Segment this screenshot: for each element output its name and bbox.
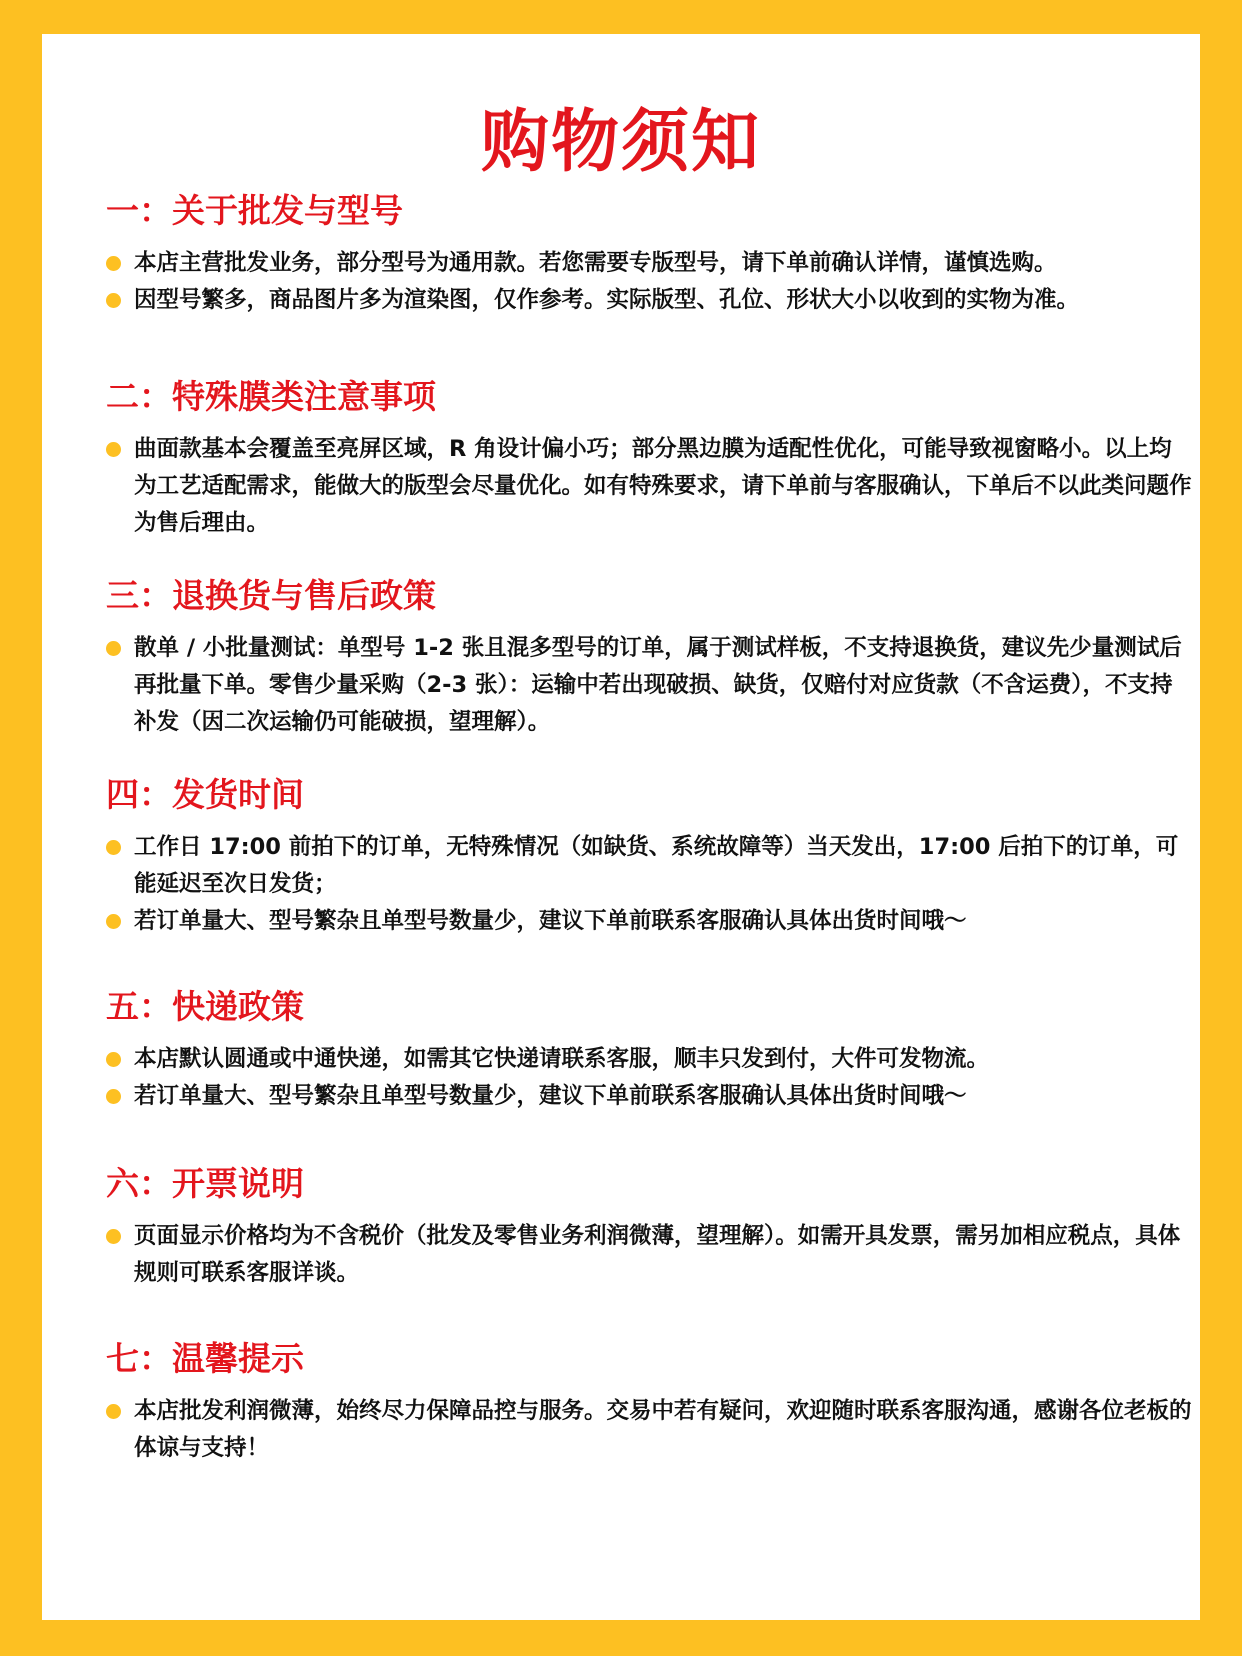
bullet-dot-icon [106,1052,121,1067]
list-item-text: 本店主营批发业务，部分型号为通用款。若您需要专版型号，请下单前确认详情，谨慎选购。 [134,250,1057,276]
bullet-list [106,431,1226,542]
bullet-dot-icon [106,256,121,271]
list-item-text: 散单 / 小批量测试：单型号 1-2 张且混多型号的订单，属于测试样板，不支持退换货，建议先少量测试后再批量下单。零售少量采购（2-3 张）：运输中若出现破损、缺货，仅赔付对应货款（不含运费），不支持补发（因二次运输仍可能破损，望理解）。 [134,635,1182,735]
section-special-film [106,375,1226,542]
list-item [106,1078,1194,1115]
list-item [106,1041,1194,1078]
list-item-text: 因型号繁多，商品图片多为渲染图，仅作参考。实际版型、孔位、形状大小以收到的实物为准。 [134,287,1080,313]
bullet-list [106,1393,1226,1467]
page-title: 购物须知 [480,103,761,182]
bullet-dot-icon [106,641,121,656]
bullet-dot-icon [106,840,121,855]
section-heading: 七：温馨提示 [106,1339,304,1378]
list-item-text: 本店默认圆通或中通快递，如需其它快递请联系客服，顺丰只发到付，大件可发物流。 [134,1046,990,1072]
list-item [106,282,1194,319]
bullet-list [106,829,1226,940]
section-heading: 六：开票说明 [106,1164,304,1203]
bullet-list [106,1218,1226,1292]
bullet-dot-icon [106,1089,121,1104]
list-item-text: 页面显示价格均为不含税价（批发及零售业务利润微薄，望理解）。如需开具发票，需另加相应税点，具体规则可联系客服详谈。 [134,1223,1181,1286]
list-item-text: 若订单量大、型号繁杂且单型号数量少，建议下单前联系客服确认具体出货时间哦～ [134,908,967,934]
list-item [106,1393,1194,1467]
list-item-text: 曲面款基本会覆盖至亮屏区域，R 角设计偏小巧；部分黑边膜为适配性优化，可能导致视窗略小。以上均为工艺适配需求，能做大的版型会尽量优化。如有特殊要求，请下单前与客服确认，下单后不以此类问题作为售后理由。 [134,436,1192,536]
list-item-text: 工作日 17:00 前拍下的订单，无特殊情况（如缺货、系统故障等）当天发出，17:00 后拍下的订单，可能延迟至次日发货； [134,834,1179,897]
bullet-dot-icon [106,1404,121,1419]
bullet-list [106,1041,1226,1115]
section-heading: 一：关于批发与型号 [106,191,403,230]
section-invoice [106,1162,1226,1292]
section-friendly-reminder [106,1337,1226,1467]
list-item-text: 本店批发利润微薄，始终尽力保障品控与服务。交易中若有疑问，欢迎随时联系客服沟通，感谢各位老板的体谅与支持！ [134,1398,1192,1461]
bullet-list [106,245,1226,319]
list-item [106,431,1194,542]
list-item [106,1218,1194,1292]
section-wholesale-models [106,189,1226,319]
list-item [106,630,1194,741]
section-shipping-time [106,773,1226,940]
bullet-dot-icon [106,914,121,929]
section-heading: 三：退换货与售后政策 [106,576,436,615]
bullet-dot-icon [106,442,121,457]
section-returns-policy [106,574,1226,741]
list-item [106,903,1194,940]
bullet-dot-icon [106,293,121,308]
bullet-dot-icon [106,1229,121,1244]
list-item [106,245,1194,282]
section-heading: 二：特殊膜类注意事项 [106,377,436,416]
list-item-text: 若订单量大、型号繁杂且单型号数量少，建议下单前联系客服确认具体出货时间哦～ [134,1083,967,1109]
section-courier-policy [106,985,1226,1115]
section-heading: 五：快递政策 [106,987,304,1026]
section-heading: 四：发货时间 [106,775,304,814]
list-item [106,829,1194,903]
bullet-list [106,630,1226,741]
notice-card [42,34,1200,1620]
